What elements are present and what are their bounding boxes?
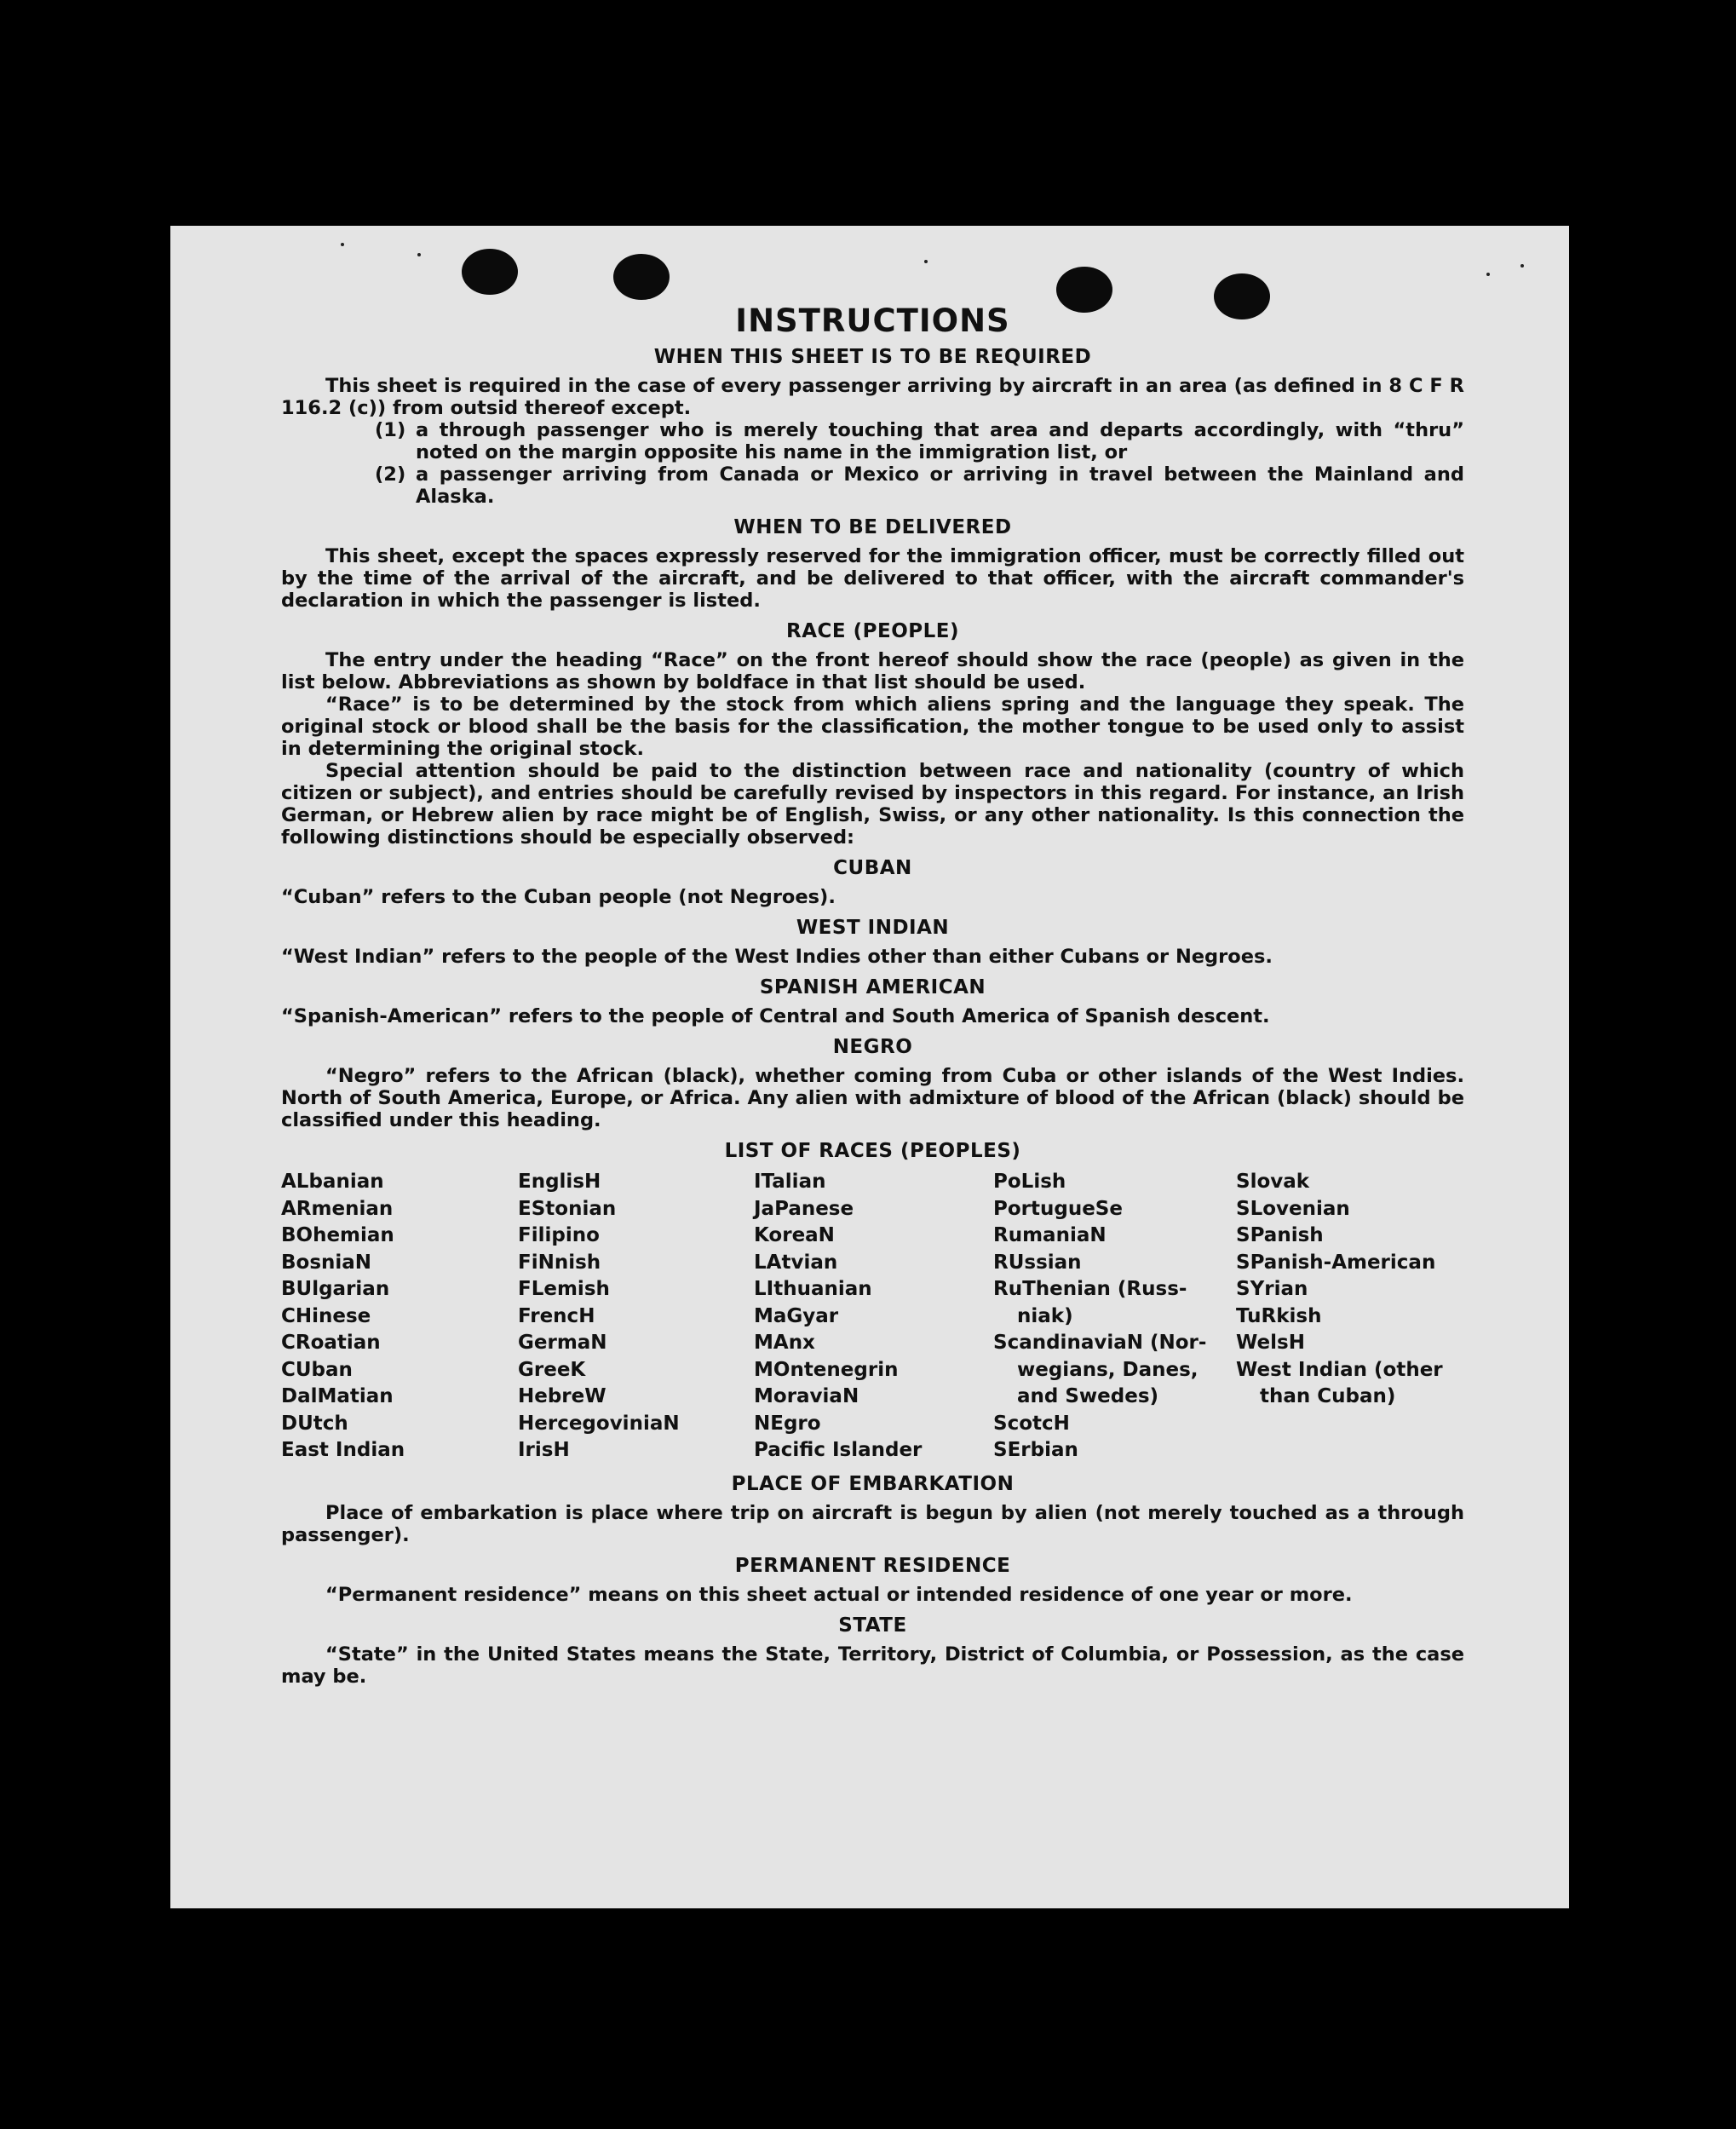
race-entry: East Indian [281,1439,405,1461]
race-entry: PoLish [993,1171,1066,1193]
race-entry: CHinese [281,1304,371,1327]
race-entry: DUtch [281,1412,348,1435]
race-entry: HebreW [518,1385,606,1407]
race-entry: ScandinaviaN (Nor- [993,1332,1207,1354]
race-entry: Slovak [1236,1171,1310,1193]
state-text: “State” in the United States means the State, Territory, District of Columbia, or Possession, as the case may be. [281,1643,1464,1688]
heading-spanish-american: SPANISH AMERICAN [759,976,986,998]
race-paragraph-1: The entry under the heading “Race” on the front hereof should show the race (people) as given in the list below. Abbreviations as shown by boldface in that list should be used. [281,649,1464,693]
race-entry: than Cuban) [1260,1385,1396,1407]
west-indian-text: “West Indian” refers to the people of the West Indies other than either Cubans or Negroes. [281,946,1273,968]
item-text: a through passenger who is merely touching that area and departs accordingly, with “thru” noted on the margin opposite his name in the immigration list, or [416,419,1464,463]
race-entry: MaGyar [754,1304,839,1327]
race-entry: MoraviaN [754,1385,859,1407]
heading-west-indian: WEST INDIAN [796,917,950,939]
race-entry: EStonian [518,1197,617,1220]
races-list [281,1169,1464,1464]
race-entry: CUban [281,1358,353,1381]
race-entry: wegians, Danes, [1017,1358,1199,1381]
race-entry: Pacific Islander [754,1439,923,1461]
race-entry: KoreaN [754,1224,835,1246]
race-entry: PortugueSe [993,1197,1123,1220]
embarkation-text: Place of embarkation is place where trip on aircraft is begun by alien (not merely touched as a through passenger). [281,1501,1464,1546]
page-title: INSTRUCTIONS [735,302,1010,339]
race-entry: BUlgarian [281,1278,390,1300]
races-column-5 [1236,1169,1457,1464]
heading-permanent-residence: PERMANENT RESIDENCE [734,1554,1011,1577]
races-column-1 [281,1169,518,1464]
race-entry: LAtvian [754,1251,838,1274]
race-entry: MOntenegrin [754,1358,899,1381]
race-paragraph-3: Special attention should be paid to the distinction between race and nationality (country of which citizen or subject), and entries should be carefully revised by inspectors in this regard. For instance, an Irish German, or Hebrew alien by race might be of English, Swiss, or any other nationality. Is this connection the following distinctions should be especially observed: [281,760,1464,849]
punch-hole [1056,267,1112,313]
punch-hole [462,249,518,295]
races-column-3 [754,1169,993,1464]
races-column-4 [993,1169,1236,1464]
heading-state: STATE [838,1614,907,1637]
heading-negro: NEGRO [832,1036,913,1058]
document-sheet [170,226,1569,1908]
punch-hole [1214,273,1270,319]
race-entry: and Swedes) [1017,1385,1159,1407]
race-entry: EnglisH [518,1171,601,1193]
race-entry: GreeK [518,1358,586,1381]
heading-when-required: WHEN THIS SHEET IS TO BE REQUIRED [653,346,1092,368]
race-entry: FiNnish [518,1251,601,1274]
race-entry: RUssian [993,1251,1082,1274]
speck [341,243,344,246]
heading-when-delivered: WHEN TO BE DELIVERED [733,516,1012,538]
exception-item-1 [281,419,1464,463]
race-entry: FrencH [518,1304,595,1327]
race-entry: JaPanese [754,1197,854,1220]
negro-text: “Negro” refers to the African (black), whether coming from Cuba or other islands of the West Indies. North of South America, Europe, or Africa. Any alien with admixture of blood of the African (black) should be classified under this heading. [281,1065,1464,1131]
heading-cuban: CUBAN [833,857,912,879]
race-entry: IrisH [518,1439,570,1461]
race-entry: MAnx [754,1332,815,1354]
item-text: a passenger arriving from Canada or Mexico or arriving in travel between the Mainland and Alaska. [416,463,1464,508]
exception-item-2 [281,463,1464,508]
races-column-2 [518,1169,754,1464]
race-entry: SPanish-American [1236,1251,1436,1274]
punch-hole [613,254,670,300]
race-entry: LIthuanian [754,1278,872,1300]
speck [1520,264,1524,268]
delivered-text: This sheet, except the spaces expressly reserved for the immigration officer, must be correctly filled out by the time of the arrival of the aircraft, and be delivered to that officer, with the aircraft commander's declaration in which the passenger is listed. [281,545,1464,612]
race-entry: BOhemian [281,1224,394,1246]
race-entry: BosniaN [281,1251,372,1274]
heading-race: RACE (PEOPLE) [786,620,959,642]
race-entry: SYrian [1236,1278,1308,1300]
heading-embarkation: PLACE OF EMBARKATION [731,1472,1015,1495]
required-intro: This sheet is required in the case of every passenger arriving by aircraft in an area (as defined in 8 C F R 116.2 (c)) from outsid thereof except. [281,375,1464,419]
race-entry: Filipino [518,1224,600,1246]
race-entry: ALbanian [281,1171,384,1193]
speck [417,253,421,256]
race-entry: DalMatian [281,1385,394,1407]
race-entry: SErbian [993,1439,1078,1461]
race-entry: NEgro [754,1412,821,1435]
race-entry: FLemish [518,1278,610,1300]
race-entry: niak) [1017,1304,1073,1327]
race-entry: WelsH [1236,1332,1305,1354]
race-entry: TuRkish [1236,1304,1322,1327]
race-entry: ITalian [754,1171,826,1193]
spanish-american-text: “Spanish-American” refers to the people of Central and South America of Spanish descent. [281,1005,1270,1027]
race-entry: CRoatian [281,1332,381,1354]
race-entry: ARmenian [281,1197,394,1220]
race-entry: RuThenian (Russ- [993,1278,1187,1300]
residence-text: “Permanent residence” means on this sheet actual or intended residence of one year or more. [325,1583,1353,1606]
race-entry: SPanish [1236,1224,1324,1246]
speck [1486,273,1490,276]
heading-list-of-races: LIST OF RACES (PEOPLES) [724,1140,1021,1162]
item-number: (2) [375,463,406,486]
race-entry: GermaN [518,1332,607,1354]
race-entry: SLovenian [1236,1197,1350,1220]
race-entry: ScotcH [993,1412,1070,1435]
cuban-text: “Cuban” refers to the Cuban people (not Negroes). [281,886,836,908]
race-entry: RumaniaN [993,1224,1107,1246]
item-number: (1) [375,419,406,441]
speck [924,260,928,263]
race-paragraph-2: “Race” is to be determined by the stock from which aliens spring and the language they speak. The original stock or blood shall be the basis for the classification, the mother tongue to be used only to assist in determining the original stock. [281,693,1464,760]
race-entry: West Indian (other [1236,1358,1443,1381]
race-entry: HercegoviniaN [518,1412,680,1435]
